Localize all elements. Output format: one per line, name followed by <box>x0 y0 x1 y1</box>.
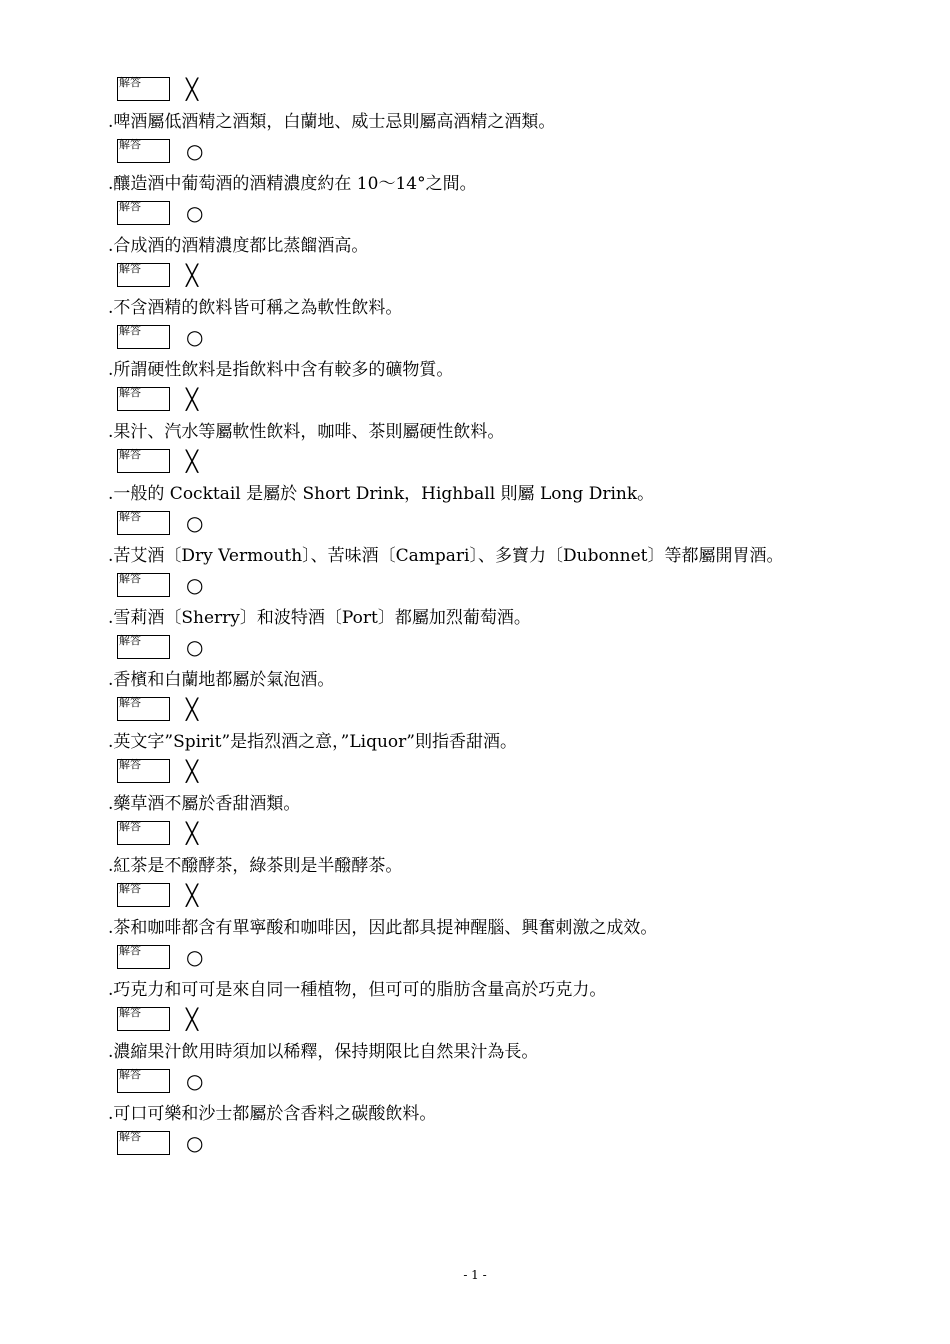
question-text: .所謂硬性飲料是指飲料中含有較多的礦物質。 <box>108 360 454 380</box>
answer-row <box>108 820 908 851</box>
answer-row <box>108 138 908 169</box>
answer-label: 解答 <box>119 944 141 957</box>
answer-box <box>117 759 170 783</box>
question-text: .英文字”Spirit”是指烈酒之意，”Liquor”則指香甜酒。 <box>108 732 517 752</box>
question-text: .不含酒精的飲料皆可稱之為軟性飲料。 <box>108 298 403 318</box>
answer-mark: ╳ <box>186 387 199 411</box>
question-list <box>108 76 908 1161</box>
question-text: .釀造酒中葡萄酒的酒精濃度約在 10～14°之間。 <box>108 174 477 194</box>
answer-box <box>117 635 170 659</box>
answer-mark: ╳ <box>186 883 199 907</box>
answer-mark: ╳ <box>186 1007 199 1031</box>
answer-label: 解答 <box>119 1130 141 1143</box>
answer-row <box>108 76 908 107</box>
answer-label: 解答 <box>119 386 141 399</box>
answer-label: 解答 <box>119 634 141 647</box>
answer-row <box>108 1130 908 1161</box>
answer-box <box>117 449 170 473</box>
answer-box <box>117 511 170 535</box>
question-text: .苦艾酒〔Dry Vermouth〕、苦味酒〔Campari〕、多寶力〔Dubonnet〕等都屬開胃酒。 <box>108 546 784 566</box>
answer-label: 解答 <box>119 572 141 585</box>
answer-box <box>117 1069 170 1093</box>
page-number: - 1 - <box>463 1268 487 1282</box>
answer-label: 解答 <box>119 138 141 151</box>
answer-mark: ○ <box>186 945 204 969</box>
answer-mark: ╳ <box>186 77 199 101</box>
answer-mark: ○ <box>186 1131 204 1155</box>
question-text: .果汁、汽水等屬軟性飲料，咖啡、茶則屬硬性飲料。 <box>108 422 505 442</box>
answer-label: 解答 <box>119 882 141 895</box>
answer-label: 解答 <box>119 696 141 709</box>
answer-box <box>117 697 170 721</box>
answer-box <box>117 1131 170 1155</box>
answer-row <box>108 1068 908 1099</box>
answer-box <box>117 325 170 349</box>
answer-row <box>108 324 908 355</box>
answer-mark: ○ <box>186 139 204 163</box>
answer-label: 解答 <box>119 262 141 275</box>
question-text: .巧克力和可可是來自同一種植物，但可可的脂肪含量高於巧克力。 <box>108 980 607 1000</box>
answer-label: 解答 <box>119 324 141 337</box>
answer-label: 解答 <box>119 510 141 523</box>
answer-box <box>117 1007 170 1031</box>
answer-row <box>108 200 908 231</box>
answer-label: 解答 <box>119 200 141 213</box>
answer-mark: ╳ <box>186 263 199 287</box>
answer-box <box>117 883 170 907</box>
answer-row <box>108 386 908 417</box>
answer-label: 解答 <box>119 76 141 89</box>
answer-row <box>108 510 908 541</box>
answer-mark: ○ <box>186 325 204 349</box>
answer-box <box>117 387 170 411</box>
answer-mark: ╳ <box>186 759 199 783</box>
answer-box <box>117 573 170 597</box>
answer-mark: ╳ <box>186 697 199 721</box>
answer-mark: ╳ <box>186 449 199 473</box>
question-text: .濃縮果汁飲用時須加以稀釋，保持期限比自然果汁為長。 <box>108 1042 539 1062</box>
answer-mark: ○ <box>186 511 204 535</box>
answer-mark: ○ <box>186 635 204 659</box>
answer-mark: ○ <box>186 201 204 225</box>
question-text: .一般的 Cocktail 是屬於 Short Drink，Highball 則屬 Long Drink。 <box>108 484 655 504</box>
answer-mark: ╳ <box>186 821 199 845</box>
answer-mark: ○ <box>186 1069 204 1093</box>
answer-label: 解答 <box>119 1068 141 1081</box>
question-text: .合成酒的酒精濃度都比蒸餾酒高。 <box>108 236 369 256</box>
answer-box <box>117 77 170 101</box>
answer-label: 解答 <box>119 820 141 833</box>
answer-box <box>117 263 170 287</box>
answer-row <box>108 882 908 913</box>
question-text: .香檳和白蘭地都屬於氣泡酒。 <box>108 670 335 690</box>
answer-row <box>108 572 908 603</box>
question-text: .雪莉酒〔Sherry〕和波特酒〔Port〕都屬加烈葡萄酒。 <box>108 608 531 628</box>
answer-label: 解答 <box>119 758 141 771</box>
answer-row <box>108 448 908 479</box>
answer-row <box>108 1006 908 1037</box>
answer-row <box>108 696 908 727</box>
answer-mark: ○ <box>186 573 204 597</box>
answer-box <box>117 139 170 163</box>
answer-label: 解答 <box>119 1006 141 1019</box>
question-text: .藥草酒不屬於香甜酒類。 <box>108 794 301 814</box>
answer-box <box>117 201 170 225</box>
question-text: .可口可樂和沙士都屬於含香料之碳酸飲料。 <box>108 1104 437 1124</box>
question-text: .啤酒屬低酒精之酒類，白蘭地、威士忌則屬高酒精之酒類。 <box>108 112 556 132</box>
question-text: .紅茶是不醱酵茶，綠茶則是半醱酵茶。 <box>108 856 403 876</box>
question-text: .茶和咖啡都含有單寧酸和咖啡因，因此都具提神醒腦、興奮刺激之成效。 <box>108 918 658 938</box>
answer-row <box>108 634 908 665</box>
answer-box <box>117 821 170 845</box>
answer-row <box>108 758 908 789</box>
answer-row <box>108 944 908 975</box>
answer-box <box>117 945 170 969</box>
answer-row <box>108 262 908 293</box>
answer-label: 解答 <box>119 448 141 461</box>
